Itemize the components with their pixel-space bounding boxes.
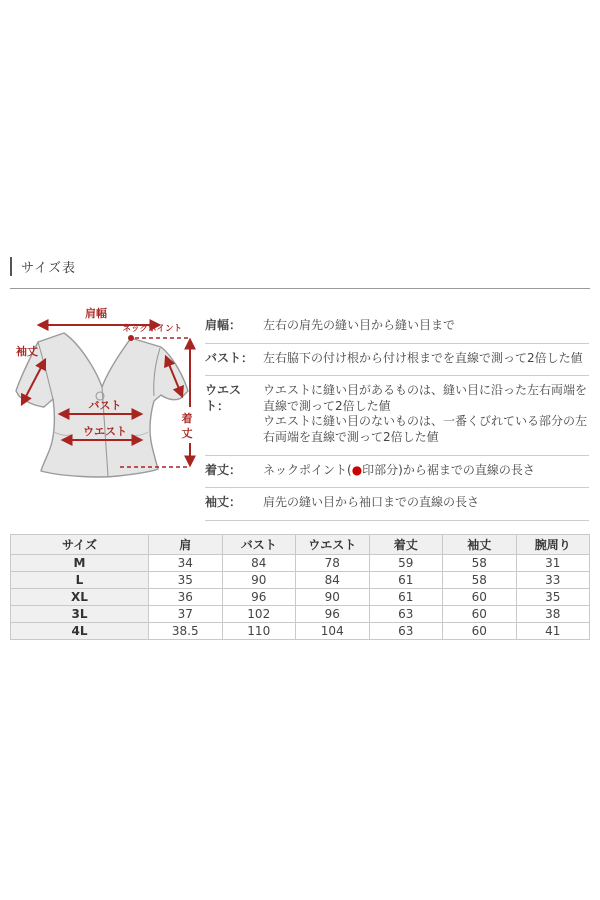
size-table-row (11, 623, 590, 640)
size-table-header-cell: 袖丈 (443, 535, 517, 555)
measurement-value-cell: 63 (369, 623, 443, 640)
measurement-value-cell: 102 (222, 606, 296, 623)
measure-term-label: 肩幅： (205, 318, 242, 332)
measurement-value-cell: 58 (443, 572, 517, 589)
description-text: ネックポイント( (263, 462, 352, 477)
measure-term-label: ウエスト： (205, 383, 242, 413)
size-table-row (11, 589, 590, 606)
section-title: サイズ表 (10, 257, 590, 276)
measure-description (263, 318, 589, 334)
measurement-value-cell: 35 (149, 572, 223, 589)
measure-description (263, 351, 589, 367)
neck-point-label: ネックポイント (122, 324, 182, 334)
measurement-value-cell: 34 (149, 555, 223, 572)
measurement-value-cell: 60 (443, 589, 517, 606)
description-text: 肩先の縫い目から袖口までの直線の長さ (263, 495, 480, 510)
measurement-value-cell: 60 (443, 606, 517, 623)
measure-guide-row (205, 311, 589, 344)
measure-term-label: 着丈： (205, 462, 242, 477)
size-table-header-cell: 腕周り (516, 535, 590, 555)
measure-guide-row (205, 376, 589, 455)
measurement-value-cell: 84 (222, 555, 296, 572)
description-text: 印部分)から裾までの直線の長さ (362, 462, 535, 477)
measurement-value-cell: 41 (516, 623, 590, 640)
size-name-cell: XL (11, 589, 149, 606)
measurement-value-cell: 110 (222, 623, 296, 640)
size-table-row (11, 572, 590, 589)
neck-point-dot (128, 335, 134, 341)
sleeve-length-label: 袖丈 (16, 345, 38, 358)
measurement-value-cell: 38.5 (149, 623, 223, 640)
measurement-value-cell: 96 (222, 589, 296, 606)
size-table-header-row (11, 535, 590, 555)
size-name-cell: M (11, 555, 149, 572)
description-text: 左右の肩先の縫い目から縫い目まで (263, 318, 456, 332)
measurement-value-cell: 36 (149, 589, 223, 606)
description-text: ウエストに縫い目があるものは、縫い目に沿った左右両端を直線で測って2倍した値 (263, 383, 588, 413)
length-label-char1: 着 (181, 412, 193, 425)
size-table (10, 534, 590, 640)
measure-guide-list (205, 311, 589, 521)
measurement-value-cell: 60 (443, 623, 517, 640)
size-name-cell: 3L (11, 606, 149, 623)
measure-term-label: バスト： (205, 350, 254, 365)
measurement-value-cell: 61 (369, 572, 443, 589)
size-table-header-cell: バスト (222, 535, 296, 555)
description-text: ウエストに縫い目のないものは、一番くびれている部分の左右両端を直線で測って2倍した値 (263, 414, 588, 444)
measurement-value-cell: 96 (296, 606, 370, 623)
measurement-value-cell: 78 (296, 555, 370, 572)
measurement-value-cell: 90 (222, 572, 296, 589)
measurement-value-cell: 104 (296, 623, 370, 640)
measure-description (263, 495, 589, 511)
measurement-value-cell: 63 (369, 606, 443, 623)
shoulder-width-label: 肩幅 (85, 307, 107, 320)
measurement-value-cell: 84 (296, 572, 370, 589)
size-table-header-cell: サイズ (11, 535, 149, 555)
size-table-header-cell: 肩 (149, 535, 223, 555)
measurement-value-cell: 59 (369, 555, 443, 572)
measure-term-label: 袖丈： (205, 495, 242, 510)
measurement-value-cell: 38 (516, 606, 590, 623)
measurement-value-cell: 35 (516, 589, 590, 606)
size-table-row (11, 555, 590, 572)
measure-guide-row (205, 344, 589, 377)
measurement-value-cell: 33 (516, 572, 590, 589)
length-label-char2: 丈 (181, 427, 193, 440)
garment-measure-diagram (8, 300, 203, 500)
size-name-cell: 4L (11, 623, 149, 640)
measurement-value-cell: 31 (516, 555, 590, 572)
measure-description (263, 383, 589, 445)
description-text: 左右脇下の付け根から付け根までを直線で測って2倍した値 (263, 350, 583, 365)
size-table-header-cell: ウエスト (296, 535, 370, 555)
size-table-header-cell: 着丈 (369, 535, 443, 555)
size-name-cell: L (11, 572, 149, 589)
measure-description (263, 463, 589, 479)
size-table-row (11, 606, 590, 623)
measurement-value-cell: 37 (149, 606, 223, 623)
measure-guide-row (205, 488, 589, 521)
measurement-value-cell: 58 (443, 555, 517, 572)
bust-label: バスト (88, 399, 122, 412)
waist-label: ウエスト (83, 425, 127, 438)
red-dot-marker: ● (351, 462, 363, 477)
measurement-value-cell: 61 (369, 589, 443, 606)
measure-guide-row (205, 456, 589, 489)
measurement-value-cell: 90 (296, 589, 370, 606)
section-title-block (10, 257, 590, 289)
